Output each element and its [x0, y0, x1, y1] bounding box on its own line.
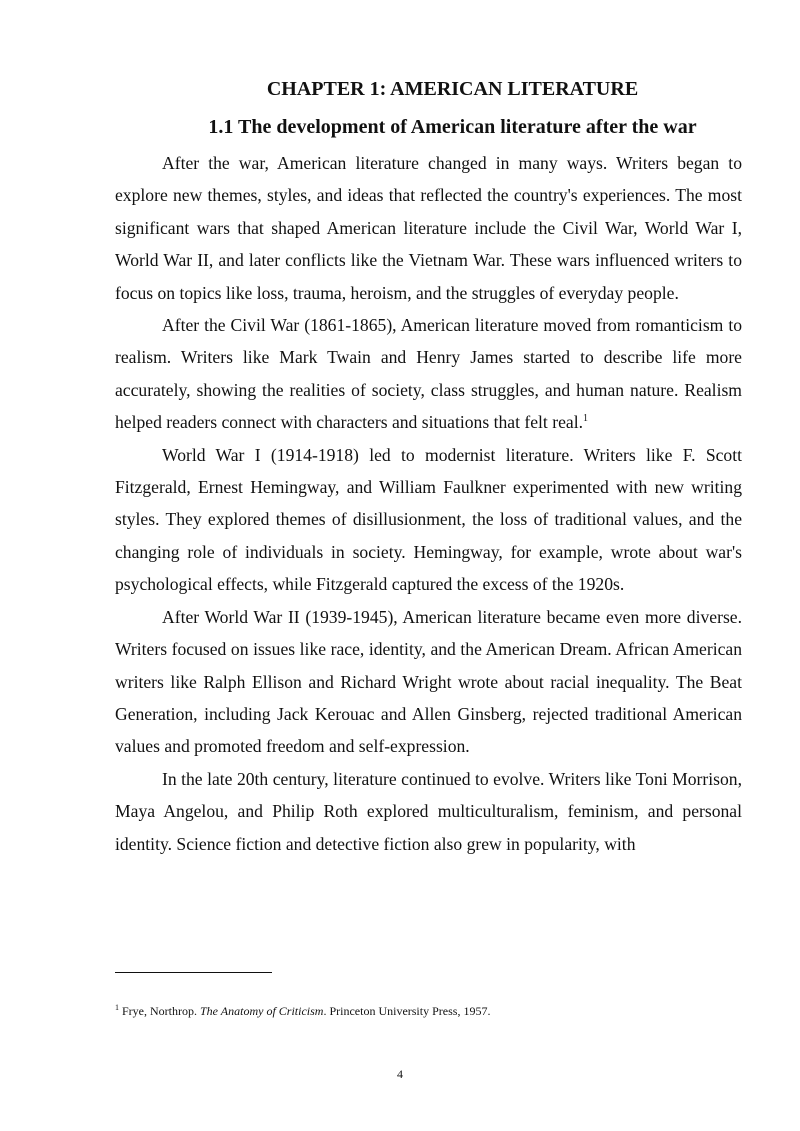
- section-title: 1.1 The development of American literature after the war: [208, 116, 697, 138]
- paragraph: In the late 20th century, literature continued to evolve. Writers like Toni Morrison, Maya Angelou, and Philip Roth explored multiculturalism, feminism, and personal identity. Science fiction and detective fiction also grew in popularity, with: [115, 768, 742, 854]
- paragraph-text: After the Civil War (1861-1865), American literature moved from romanticism to realism. Writers like Mark Twain and Henry James started to describe life more accurately, showing the realities of society, class struggles, and human nature. Realism helped readers connect with characters and situations that felt real.: [115, 315, 742, 433]
- footnote: [115, 1000, 742, 1019]
- body-text: [115, 147, 742, 860]
- footnote-number: 1: [115, 1003, 119, 1012]
- paragraph: After the war, American literature changed in many ways. Writers began to explore new themes, styles, and ideas that reflected the country's experiences. The most significant wars that shaped American literature include the Civil War, World War I, World War II, and later conflicts like the Vietnam War. These wars influenced writers to focus on topics like loss, trauma, heroism, and the struggles of everyday people.: [115, 153, 742, 303]
- chapter-title: CHAPTER 1: AMERICAN LITERATURE: [266, 78, 639, 100]
- footnote-separator: [115, 972, 272, 973]
- footnote-reference[interactable]: 1: [583, 413, 588, 425]
- paragraph: After World War II (1939-1945), American literature became even more diverse. Writers focused on issues like race, identity, and the American Dream. African American writers like Ralph Ellison and Richard Wright wrote about racial inequality. The Beat Generation, including Jack Kerouac and Allen Ginsberg, rejected traditional American values and promoted freedom and self-expression.: [115, 606, 742, 757]
- footnote-title: The Anatomy of Criticism: [200, 1004, 324, 1018]
- page-number: 4: [397, 1067, 403, 1081]
- paragraph: [115, 309, 742, 439]
- footnote-author: Frye, Northrop.: [122, 1004, 197, 1018]
- footnote-publisher: . Princeton University Press, 1957.: [323, 1004, 491, 1018]
- paragraph: World War I (1914-1918) led to modernist literature. Writers like F. Scott Fitzgerald, Ernest Hemingway, and William Faulkner experimented with new writing styles. They explored themes of disillusionment, the loss of traditional values, and the changing role of individuals in society. Hemingway, for example, wrote about war's psychological effects, while Fitzgerald captured the excess of the 1920s.: [115, 444, 742, 595]
